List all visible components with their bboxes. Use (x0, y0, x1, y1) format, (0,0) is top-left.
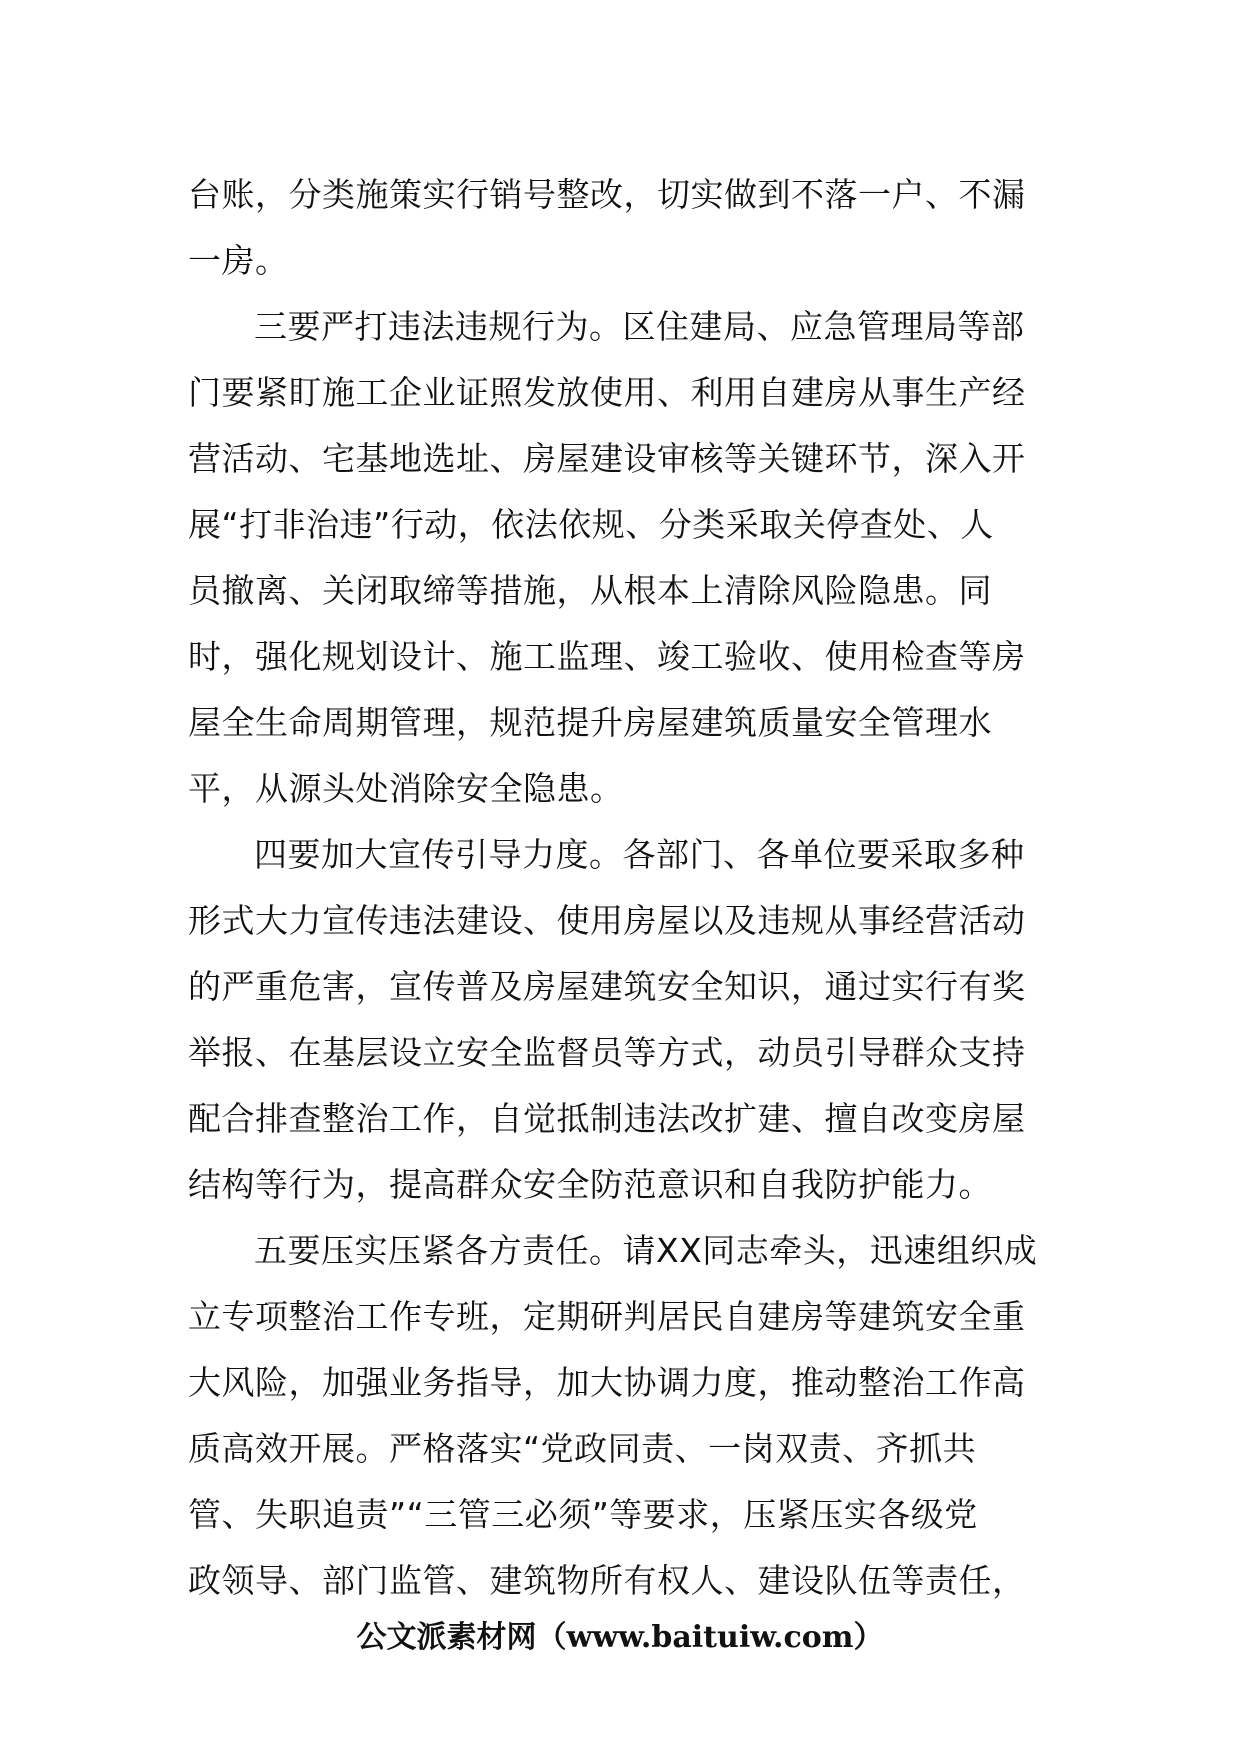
page-footer-watermark: 公文派素材网（www.baituiw.com） (356, 1620, 884, 1655)
text-line: 时，强化规划设计、施工监理、竣工验收、使用检查等房 (188, 637, 1026, 676)
text-line: 管、失职追责”“三管三必须”等要求，压紧压实各级党 (188, 1495, 978, 1534)
text-line: 质高效开展。严格落实“党政同责、一岗双责、齐抓共 (188, 1429, 977, 1468)
text-line: 形式大力宣传违法建设、使用房屋以及违规从事经营活动 (188, 901, 1026, 940)
text-line: 立专项整治工作专班，定期研判居民自建房等建筑安全重 (188, 1297, 1026, 1336)
text-line: 政领导、部门监管、建筑物所有权人、建设队伍等责任， (188, 1561, 1026, 1600)
paragraph-first-line: 四要加大宣传引导力度。各部门、各单位要采取多种 (254, 835, 1025, 874)
text-line: 举报、在基层设立安全监督员等方式，动员引导群众支持 (188, 1033, 1026, 1072)
text-line: 台账，分类施策实行销号整改，切实做到不落一户、不漏 (188, 175, 1026, 214)
text-line: 屋全生命周期管理，规范提升房屋建筑质量安全管理水 (188, 703, 992, 742)
text-line: 营活动、宅基地选址、房屋建设审核等关键环节，深入开 (188, 439, 1026, 478)
text-line: 的严重危害，宣传普及房屋建筑安全知识，通过实行有奖 (188, 967, 1026, 1006)
document-body (188, 162, 1058, 1614)
text-line: 大风险，加强业务指导，加大协调力度，推动整治工作高 (188, 1363, 1026, 1402)
text-line: 配合排查整治工作，自觉抵制违法改扩建、擅自改变房屋 (188, 1099, 1026, 1138)
text-line: 门要紧盯施工企业证照发放使用、利用自建房从事生产经 (188, 373, 1026, 412)
text-line: 展“打非治违”行动，依法依规、分类采取关停查处、人 (188, 505, 994, 544)
text-line: 平，从源头处消除安全隐患。 (188, 769, 624, 808)
paragraph-first-line: 五要压实压紧各方责任。请XX同志牵头，迅速组织成 (254, 1231, 1038, 1270)
text-line: 结构等行为，提高群众安全防范意识和自我防护能力。 (188, 1165, 992, 1204)
text-line: 一房。 (188, 241, 289, 280)
text-line: 员撤离、关闭取缔等措施，从根本上清除风险隐患。同 (188, 571, 992, 610)
paragraph-first-line: 三要严打违法违规行为。区住建局、应急管理局等部 (254, 307, 1025, 346)
